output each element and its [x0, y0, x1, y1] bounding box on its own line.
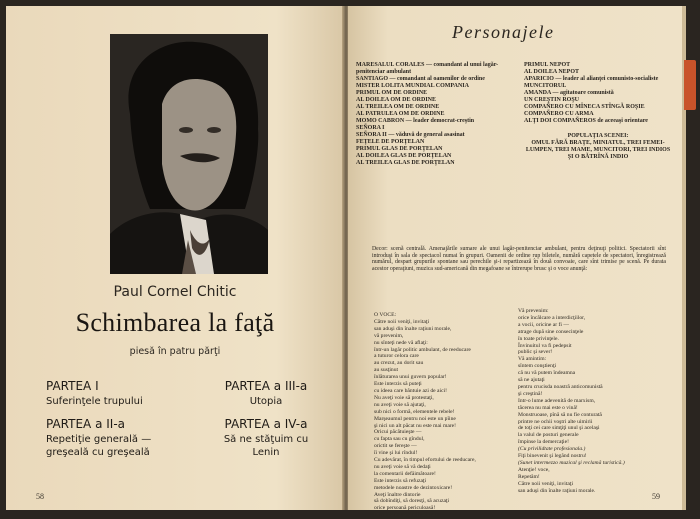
poem-line: Fiţi binevenit şi legănd nostru!	[518, 453, 587, 460]
character-entry: MOMO CABRON — leader democrat-creştin	[356, 118, 475, 124]
character-entry: MARESALUL CORALES — comandant al unui lagăr-penitenciar ambulant	[356, 62, 499, 75]
poem-line: într-un lagăr politic ambulant, de reeducare	[374, 346, 471, 353]
character-entry: AL DOILEA GLAS DE PORŢELAN	[356, 153, 452, 159]
poem-line: Marşeaumul pentru noi este un pîine	[374, 415, 456, 422]
character-entry: PRIMUL GLAS DE PORŢELAN	[356, 146, 443, 152]
part-title: PARTEA a II-a	[46, 417, 126, 431]
poem-line: tăcerea nu mai este o vină!	[518, 404, 578, 411]
poem-line: O VOCE:	[374, 312, 397, 318]
poem-line: cu ideea care băntuie azi de aici!	[374, 387, 447, 394]
part-subtitle: Repetiţie generală — greşeală cu greşeală	[46, 434, 152, 458]
character-entry: AL TREILEA GLAS DE PORŢELAN	[356, 160, 455, 166]
poem-line: printre ne ochii voştri alte uimirii	[518, 418, 593, 425]
poem-line: Învinuitul va fi pedepsit	[518, 342, 572, 349]
poem-line: Vă amintim:	[518, 356, 547, 363]
poem-line: orice încălcare a interdicţiilor,	[518, 314, 586, 321]
poem-line: în toate privinţele.	[518, 335, 559, 342]
poem-line: orice persoană periculoasă!	[374, 505, 436, 512]
poem-line: public şi sever!	[518, 349, 553, 356]
population-title: POPULAŢIA SCENEI:	[567, 133, 629, 139]
character-entry: COMPAÑERO CU ARMA	[524, 111, 594, 117]
character-entry: ALŢI DOI COMPAÑEROS de aceeaşi orientare	[524, 118, 648, 124]
poem-line: (Sunet intermezzo muzical şi reclamă turistică.)	[518, 459, 625, 466]
part-subtitle: Suferinţele trupului	[46, 396, 143, 407]
poem-line: nu sînteţi nede vă aflaţi:	[374, 339, 428, 346]
part-title: PARTEA a IV-a	[224, 417, 308, 431]
character-entry: AL DOILEA NEPOT	[524, 69, 580, 75]
poem-line: vă prevenim,	[374, 332, 404, 339]
population-text: OMUL FĂRĂ BRAŢE, MINIATUL, TREI FEMEI-LUMPEN, TREI MAME, MUNCITORI, TREI INDIOS ŞI O BĂTRÎNĂ INDIO	[525, 140, 671, 160]
right-page	[348, 6, 682, 519]
poem-line: san aduşi din înalte raţiuni morale.	[518, 487, 596, 494]
page-number: 59	[652, 492, 660, 501]
poem-line: atrage după sine consecinţele	[518, 328, 584, 335]
page-heading: Personajele	[452, 22, 555, 42]
author-name: Paul Cornel Chitic	[113, 284, 237, 300]
poem-line: san aduşi din înalte raţiuni morale,	[374, 325, 452, 332]
part-4	[212, 418, 320, 459]
play-title: Schimbarea la faţă	[75, 308, 275, 337]
character-entry: MISTER LOLITA MUNDIAL COMPANIA	[356, 83, 469, 89]
poem-line: Vă prevenim:	[518, 308, 549, 314]
poem-line: (Cu privilidtate profesionala.)	[518, 446, 586, 453]
author-portrait	[110, 34, 268, 274]
bookmark-tab	[684, 60, 696, 110]
character-entry: AL PATRULEA OM DE ORDINE	[356, 111, 445, 117]
part-title: PARTEA a III-a	[224, 379, 308, 393]
poem-line: au crezut, au dorit sau	[374, 360, 424, 367]
poem-line: la valul de posturi generale	[518, 432, 579, 439]
poem-line: metodele noastre de dezintoxicare!	[374, 484, 453, 491]
character-entry: AL DOILEA OM DE ORDINE	[356, 97, 437, 103]
poem-line: împinse la demercaţie!	[518, 439, 569, 446]
poem-line: Monstruoase, pînă să nu fie conturată	[518, 411, 602, 418]
poem-line: să dobîndiţi, să doresţi, să acuzaţi	[374, 498, 450, 505]
poem-line: sîntem conştienţi	[518, 363, 557, 370]
poem-line: cu fapta sau cu gîndul,	[374, 436, 425, 443]
poem-line: îi vine şi lui rîndul!	[374, 450, 418, 457]
part-subtitle: Să ne stăţuim cu Lenin	[223, 434, 309, 458]
part-subtitle: Utopia	[249, 396, 283, 407]
poem-line: şi creştină!	[518, 390, 543, 397]
character-entry: UN CREŞTIN ROŞU	[524, 97, 580, 103]
poem-line: nu aveţi voie să ajutaţi,	[374, 401, 426, 408]
poem-line: Nu aveţi voie să protestaţi,	[374, 394, 434, 401]
poem-line: Orice bănuit poate fi acuzat!	[374, 512, 438, 519]
characters-list-left	[356, 62, 506, 167]
poem-line: Către noii veniţi, invitaţi	[518, 480, 573, 487]
poem-line: la comentarii defăimătoare!	[374, 470, 436, 477]
poem-line: Oricui păcătuieşte —	[374, 429, 422, 436]
poem-line: Către noii veniţi, invitaţi	[374, 318, 429, 325]
poem-line: pentru crucisda noastră anticomunistă	[518, 383, 603, 390]
character-entry: AMANDA — agitatoare comunistă	[524, 90, 614, 96]
poem-line: Aveţi înaltre dintorie	[374, 491, 421, 498]
poem-line: Cu adevărat, în timpul efortului de reeducare,	[374, 457, 476, 464]
poem-column-right	[518, 308, 674, 494]
character-entry: SANTIAGO — comandant al oamenilor de ordine	[356, 76, 485, 82]
poem-line: să ne ajutaţi	[518, 377, 545, 384]
character-entry: PRIMUL OM DE ORDINE	[356, 90, 428, 96]
poem-line: Este interzis să refuzaţi	[374, 477, 427, 484]
poem-line: înlăturarea unui guvern popular!	[374, 374, 447, 381]
poem-line: şi nici un alt păcat nu este mai mare!	[374, 422, 457, 429]
part-title: PARTEA I	[46, 379, 99, 393]
character-entry: SEÑORA II — văduvă de general asasinat	[356, 132, 465, 138]
page-number: 58	[36, 492, 44, 501]
character-entry: PRIMUL NEPOT	[524, 62, 571, 68]
poem-column-left	[374, 312, 514, 519]
character-entry: COMPAÑERO CU MÎNECA STÎNGĂ ROŞIE	[524, 104, 645, 110]
poem-line: Atenţie! voce,	[518, 466, 550, 473]
poem-line: de toţi cei care simţiţi unul şi acelaşi	[518, 425, 600, 432]
play-subtitle: piesă în patru părţi	[129, 346, 221, 357]
poem-line: a vocii, oricine ar fi —	[518, 321, 569, 328]
poem-line: Este interzis să puteţi	[374, 381, 422, 388]
poem-line: orictit se fereşte —	[374, 443, 417, 450]
poem-line: nu aveţi voie să vă dedaţi	[374, 463, 431, 470]
decor-description: Decor: scenă centrală. Amenajările sumare ale unui lagăr-penitenciar ambulant, pentru deţinuţi politici. Spectatorii sînt introduşi în sala de spectacol numai în grupuri. Oamenii de ordine rup biletele, numără capetele de spectatori, înregistrează numărul, despart grupurile spontane sau perechile şi-i repartizează în două convoaie, care sînt trimise pe scenă. Pe durata acestor operaţiuni, muzica sud-americană din megafoane se întrerupe brusc şi o voce anunţă:	[372, 246, 666, 272]
character-entry: FEŢELE DE PORŢELAN	[356, 139, 425, 145]
part-1	[46, 380, 143, 408]
part-2	[46, 418, 196, 459]
poem-line: Repetăm!	[518, 473, 540, 480]
character-entry: APARICIO — leader al alianţei comunisto-socialiste	[524, 76, 659, 82]
poem-line: a tuturor celora care	[374, 353, 419, 360]
part-3	[212, 380, 320, 408]
poem-line: sub nici o formă, elementele rebele!	[374, 408, 455, 415]
character-entry: SEÑORA I	[356, 125, 385, 131]
poem-line: că nu vă putem îndeamna	[518, 370, 576, 377]
poem-line: au susţinut	[374, 367, 399, 374]
characters-list-right	[524, 62, 672, 161]
character-entry: MUNCITORUL	[524, 83, 567, 89]
poem-line: Intr-o lume adevenită de marxism,	[518, 397, 596, 404]
left-page	[6, 6, 344, 510]
character-entry: AL TREILEA OM DE ORDINE	[356, 104, 440, 110]
